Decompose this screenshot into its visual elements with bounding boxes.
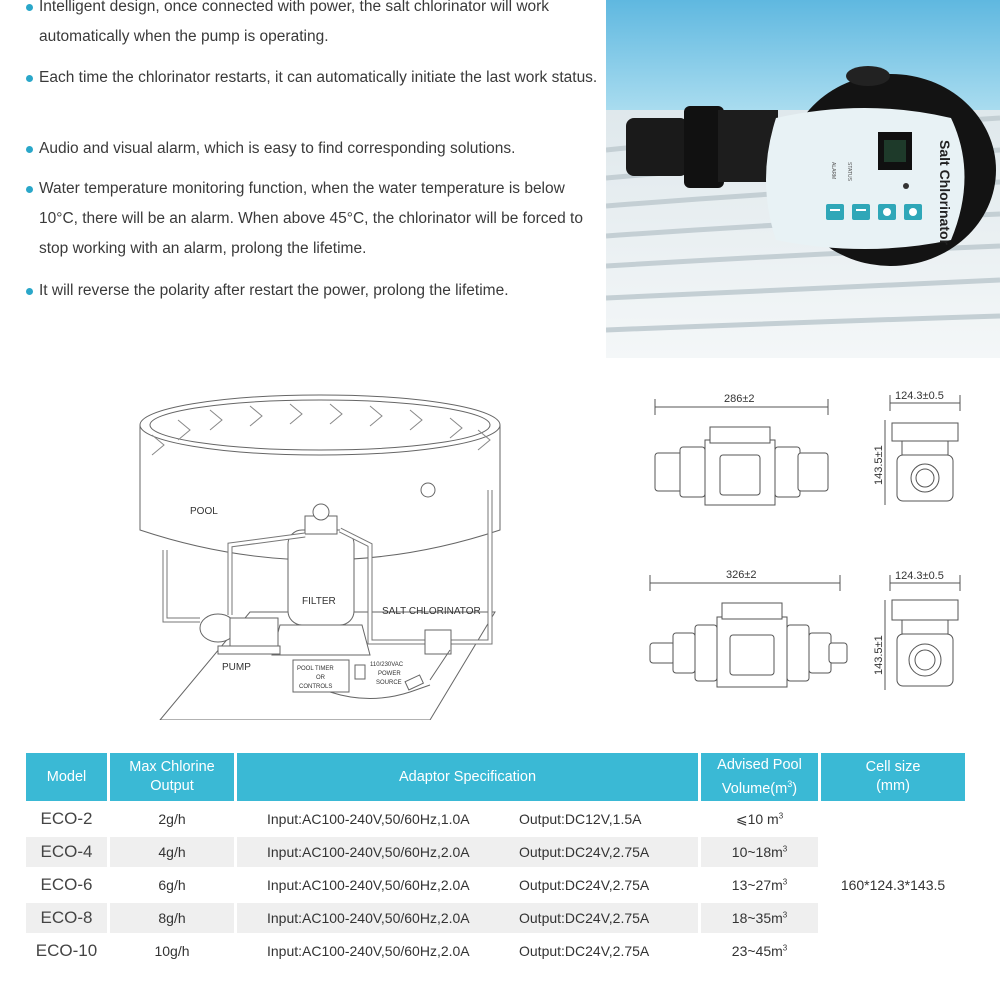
adaptor-cell: Input:AC100-240V,50/60Hz,2.0A Output:DC24V,2.75A [237,837,701,870]
output-cell: 2g/h [110,804,237,837]
bullet-dot-icon [26,4,33,11]
top-side-width-dim: 124.3±0.5 [895,390,944,402]
product-photo [606,0,1000,358]
model-cell: ECO-10 [26,936,110,969]
bullet-dot-icon [26,186,33,193]
feature-item: Audio and visual alarm, which is easy to find corresponding solutions. [22,134,607,164]
volume-cell: $13\sim 27m^3$ [701,870,821,903]
top-width-dim: 286±2 [724,393,755,405]
feature-item: Each time the chlorinator restarts, it can automatically initiate the last work status. [22,63,607,93]
volume-cell: $23\sim 45m^3$ [701,936,821,969]
timer-label-line: POOL TIMER [297,666,334,672]
cell-size-cell: 160*124.3*143.5 [821,804,968,969]
brand-label: Salt Chlorinator [937,140,953,246]
volume-cell: $10\sim 18m^3$ [701,837,821,870]
header-cell-size: Cell size (mm) [821,753,968,804]
model-cell: ECO-2 [26,804,110,837]
filter-label: FILTER [302,596,336,607]
salt-chlorinator-label: SALT CHLORINATOR [382,606,481,617]
header-adaptor: Adaptor Specification [237,753,701,804]
timer-label-line: CONTROLS [299,684,333,690]
svg-text:ALARM: ALARM [830,162,836,180]
output-cell: 4g/h [110,837,237,870]
pool-label: POOL [190,506,218,517]
bottom-height-dim: 143.5±1 [873,635,885,675]
header-model: Model [26,753,110,804]
pump-label: PUMP [222,662,251,673]
output-cell: 10g/h [110,936,237,969]
bottom-width-dim: 326±2 [726,569,757,581]
output-cell: 8g/h [110,903,237,936]
adaptor-cell: Input:AC100-240V,50/60Hz,1.0A Output:DC12V,1.5A [237,804,701,837]
volume-cell: ⩽10 $m^3$ [701,804,821,837]
table-row [26,804,968,837]
feature-item: Intelligent design, once connected with power, the salt chlorinator will work automatically when the pump is operating. [22,0,607,52]
header-advised-volume: Advised Pool $Volume(m^3)$ [701,753,821,804]
model-cell: ECO-8 [26,903,110,936]
bullet-dot-icon [26,146,33,153]
model-cell: ECO-4 [26,837,110,870]
header-max-output: Max Chlorine Output [110,753,237,804]
spec-table [26,753,968,969]
bullet-dot-icon [26,288,33,295]
timer-label-line: OR [316,675,325,681]
model-cell: ECO-6 [26,870,110,903]
feature-item: Water temperature monitoring function, when the water temperature is below 10°C, there will be an alarm. When above 45°C, the chlorinator will be forced to stop working with an alarm, prolong the lifetime. [22,174,607,264]
adaptor-cell: Input:AC100-240V,50/60Hz,2.0A Output:DC24V,2.75A [237,870,701,903]
dimension-drawings [640,385,980,705]
volume-cell: $18\sim 35m^3$ [701,903,821,936]
power-label-line: 110/230VAC [370,662,404,668]
svg-text:STATUS: STATUS [846,162,852,181]
table-header-row [26,753,968,804]
feature-item: It will reverse the polarity after restart the power, prolong the lifetime. [22,276,607,306]
output-cell: 6g/h [110,870,237,903]
bullet-dot-icon [26,75,33,82]
power-label-line: SOURCE [376,680,402,686]
power-label-line: POWER [378,671,401,677]
installation-diagram [130,380,510,720]
adaptor-cell: Input:AC100-240V,50/60Hz,2.0A Output:DC24V,2.75A [237,903,701,936]
top-height-dim: 143.5±1 [873,445,885,485]
bottom-side-width-dim: 124.3±0.5 [895,570,944,582]
adaptor-cell: Input:AC100-240V,50/60Hz,2.0A Output:DC24V,2.75A [237,936,701,969]
